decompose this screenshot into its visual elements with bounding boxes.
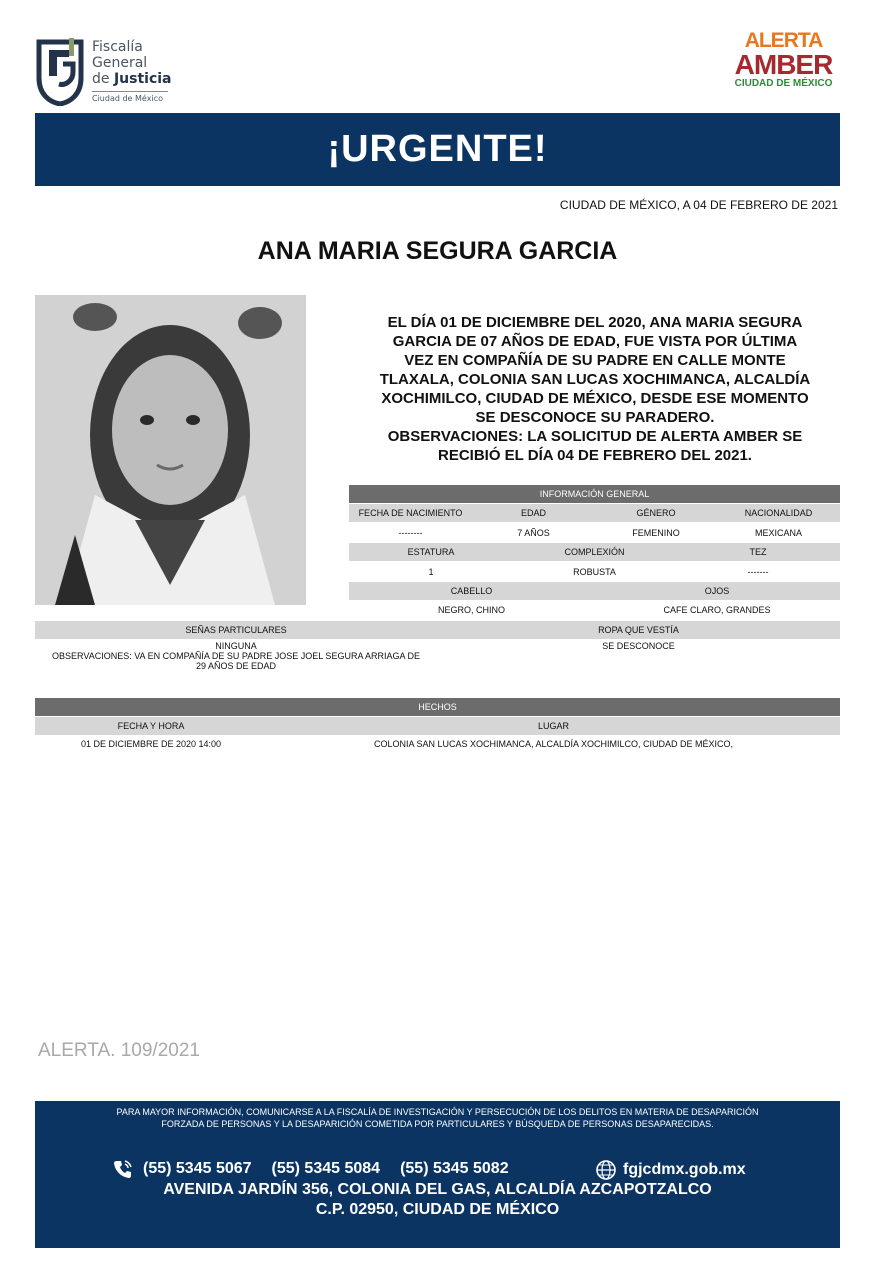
person-name: ANA MARIA SEGURA GARCIA: [257, 237, 618, 265]
globe-icon: [595, 1159, 617, 1181]
ropa-label: ROPA QUE VESTÍA: [598, 625, 679, 635]
website-link[interactable]: fgjcdmx.gob.mx: [623, 1161, 746, 1178]
info-value-row-2: 1 ROBUSTA -------: [428, 567, 769, 577]
fgj-line1: Fiscalía: [92, 39, 143, 55]
person-photo: [35, 295, 306, 605]
ropa-value: SE DESCONOCE: [602, 641, 675, 651]
amber-alert-logo: [727, 30, 840, 110]
footer: [35, 1101, 840, 1248]
info-header-row-3: CABELLO OJOS: [349, 582, 840, 600]
footer-address: AVENIDA JARDÍN 356, COLONIA DEL GAS, ALCALDÍA AZCAPOTZALCO C.P. 02950, CIUDAD DE MÉXICO: [163, 1181, 712, 1218]
issue-date: CIUDAD DE MÉXICO, A 04 DE FEBRERO DE 2021: [559, 198, 838, 212]
phone-3[interactable]: (55) 5345 5082: [400, 1160, 509, 1177]
info-title: INFORMACIÓN GENERAL: [349, 485, 840, 503]
senas-label: SEÑAS PARTICULARES: [185, 625, 287, 635]
info-header-row-2: ESTATURA COMPLEXIÓN TEZ: [349, 543, 840, 561]
amber-line1: ALERTA: [744, 29, 823, 52]
amber-line3: CIUDAD DE MÉXICO: [734, 78, 833, 89]
info-value-row-1: -------- 7 AÑOS FEMENINO MEXICANA: [398, 528, 802, 538]
hechos-header-row: FECHA Y HORA LUGAR: [35, 717, 840, 735]
fgj-logo-text: [92, 39, 172, 104]
fgj-line2: General: [92, 55, 148, 71]
fgj-city: Ciudad de México: [92, 91, 168, 104]
fgj-logo-icon: [35, 38, 85, 106]
phone-icon: [113, 1159, 133, 1179]
phone-1[interactable]: (55) 5345 5067: [143, 1160, 252, 1177]
info-value-row-3: NEGRO, CHINO CAFE CLARO, GRANDES: [437, 605, 771, 615]
senas-ropa-header: [35, 621, 840, 639]
footer-web: [595, 1159, 746, 1181]
footer-phones: [113, 1159, 509, 1179]
senas-value: NINGUNA OBSERVACIONES: VA EN COMPAÑÍA DE SU PADRE JOSE JOEL SEGURA ARRIAGA DE 29 AÑOS DE EDAD: [52, 641, 420, 671]
narrative-text: EL DÍA 01 DE DICIEMBRE DEL 2020, ANA MARIA SEGURA GARCIA DE 07 AÑOS DE EDAD, FUE VISTA POR ÚLTIMA VEZ EN COMPAÑÍA DE SU PADRE EN CALLE MONTE TLAXALA, COLONIA SAN LUCAS XOCHIMANCA, ALCALDÍA XOCHIMILCO, CIUDAD DE MÉXICO, DESDE ESE MOMENTO SE DESCONOCE SU PARADERO. OBSERVACIONES: LA SOLICITUD DE ALERTA AMBER SE RECIBIÓ EL DÍA 04 DE FEBRERO DEL 2021.: [379, 314, 811, 464]
hechos-title: HECHOS: [35, 698, 840, 716]
phone-2[interactable]: (55) 5345 5084: [271, 1160, 381, 1177]
info-header-row-1: FECHA DE NACIMIENTO EDAD GÉNERO NACIONALIDAD: [349, 504, 840, 522]
hechos-value-row: 01 DE DICIEMBRE DE 2020 14:00 COLONIA SAN LUCAS XOCHIMANCA, ALCALDÍA XOCHIMILCO, CIUDAD DE MÉXICO,: [80, 739, 734, 749]
urgent-banner: ¡URGENTE!: [35, 113, 840, 186]
footer-info: PARA MAYOR INFORMACIÓN, COMUNICARSE A LA FISCALÍA DE INVESTIGACIÓN Y PERSECUCIÓN DE LOS DELITOS EN MATERIA DE DESAPARICIÓN FORZADA DE PERSONAS Y LA DESAPARICIÓN COMETIDA POR PARTICULARES Y BÚSQUEDA DE PERSONAS DESAPARECIDAS.: [116, 1107, 759, 1129]
fgj-line3: de Justicia: [92, 71, 172, 87]
amber-line2: AMBER: [734, 49, 833, 80]
alert-number: ALERTA. 109/2021: [38, 1040, 200, 1061]
